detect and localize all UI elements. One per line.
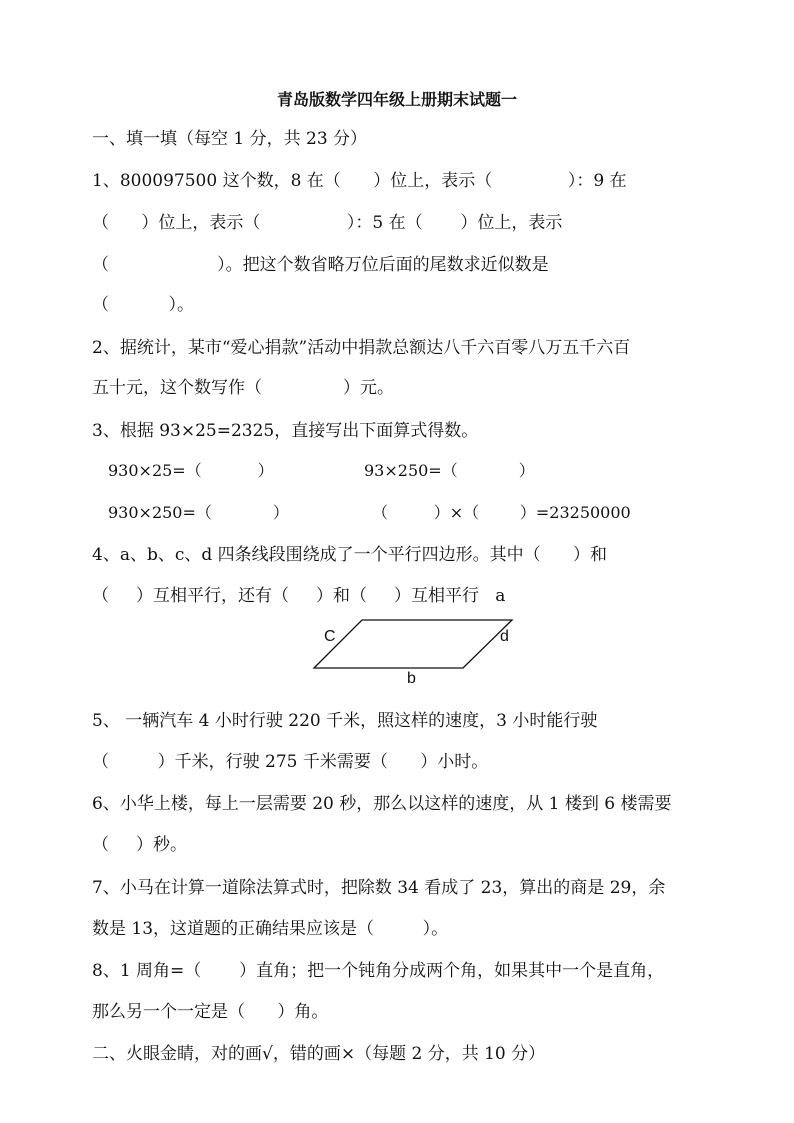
q4-line1: 4、a、b、c、d 四条线段围绕成了一个平行四边形。其中（ ）和 — [92, 545, 608, 565]
q7-line1: 7、小马在计算一道除法算式时，把除数 34 看成了 23，算出的商是 29，余 — [92, 878, 666, 898]
parallelogram-shape — [314, 620, 512, 668]
q5-line1: 5、 一辆汽车 4 小时行驶 220 千米，照这样的速度，3 小时能行驶 — [92, 711, 598, 731]
q3-equation-2: 93×250=（ ） — [364, 461, 535, 480]
q2-line2: 五十元，这个数写作（ ）元。 — [92, 378, 395, 398]
q6-line1: 6、小华上楼，每上一层需要 20 秒，那么以这样的速度，从 1 楼到 6 楼需要 — [92, 794, 672, 814]
q2-line1: 2、据统计，某市“爱心捐款”活动中捐款总额达八千六百零八万五千六百 — [92, 338, 631, 358]
q8-line1: 8、1 周角=（ ）直角；把一个钝角分成两个角，如果其中一个是直角， — [92, 961, 665, 981]
q3-equation-4: （ ）×（ ）=23250000 — [372, 503, 631, 522]
q4-label-c: C — [324, 628, 336, 645]
q3-equation-3: 930×250=（ ） — [108, 503, 289, 522]
q8-line2: 那么另一个一定是（ ）角。 — [92, 1002, 329, 1022]
q6-line2: （ ）秒。 — [92, 835, 188, 855]
q3-equation-1: 930×25=（ ） — [108, 461, 274, 480]
section2-heading: 二、火眼金睛，对的画√，错的画×（每题 2 分，共 10 分） — [92, 1044, 546, 1064]
q1-line3: （ ）。把这个数省略万位后面的尾数求近似数是 — [92, 255, 549, 275]
q5-line2: （ ）千米，行驶 275 千米需要（ ）小时。 — [92, 752, 489, 772]
q1-line1: 1、800097500 这个数，8 在（ ）位上，表示（ ）：9 在 — [92, 171, 627, 191]
q4-label-d: d — [500, 628, 509, 645]
q1-line2: （ ）位上，表示（ ）：5 在（ ）位上，表示 — [92, 213, 563, 233]
q3-line1: 3、根据 93×25=2325，直接写出下面算式得数。 — [92, 421, 479, 441]
q7-line2: 数是 13，这道题的正确结果应该是（ ）。 — [92, 919, 449, 939]
q4-label-b: b — [407, 670, 416, 687]
q1-line4: （ ）。 — [92, 295, 194, 315]
page-title: 青岛版数学四年级上册期末试题一 — [276, 90, 517, 109]
q4-line2: （ ）互相平行，还有（ ）和（ ）互相平行 a — [92, 586, 506, 606]
section1-heading: 一、填一填（每空 1 分，共 23 分） — [92, 129, 368, 149]
